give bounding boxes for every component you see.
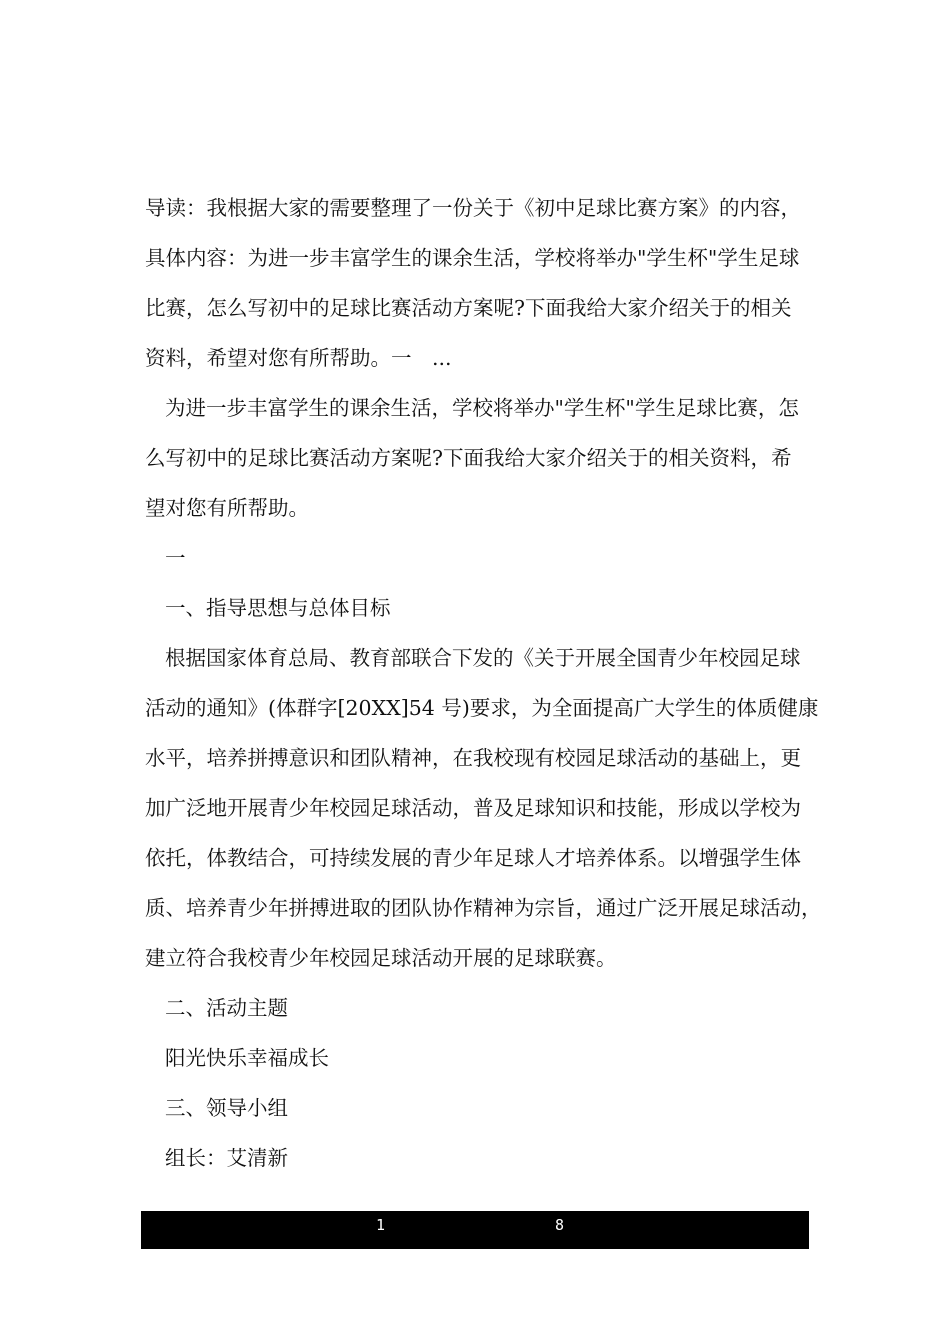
page-number: 1: [376, 1216, 386, 1234]
page-footer-bar: [141, 1211, 809, 1249]
heading-leadership-group: 三、领导小组: [165, 1096, 288, 1120]
paragraph-line: 根据国家体育总局、教育部联合下发的《关于开展全国青少年校园足球: [165, 646, 801, 670]
paragraph-line: 活动的通知》(体群字[20XX]54 号)要求，为全面提高广大学生的体质健康: [145, 696, 819, 720]
paragraph-line: 加广泛地开展青少年校园足球活动，普及足球知识和技能，形成以学校为: [145, 796, 801, 820]
paragraph-line: 建立符合我校青少年校园足球活动开展的足球联赛。: [145, 946, 617, 970]
heading-guiding-thought: 一、指导思想与总体目标: [165, 596, 391, 620]
activity-theme-text: 阳光快乐幸福成长: [165, 1046, 329, 1070]
intro-line-1: 导读：我根据大家的需要整理了一份关于《初中足球比赛方案》的内容，: [145, 196, 801, 220]
paragraph-line: 水平，培养拼搏意识和团队精神，在我校现有校园足球活动的基础上，更: [145, 746, 801, 770]
heading-activity-theme: 二、活动主题: [165, 996, 288, 1020]
section-marker: 一: [165, 546, 186, 570]
page-total: 8: [555, 1216, 565, 1234]
paragraph-line: 为进一步丰富学生的课余生活，学校将举办"学生杯"学生足球比赛，怎: [165, 396, 799, 420]
paragraph-line: 么写初中的足球比赛活动方案呢?下面我给大家介绍关于的相关资料，希: [145, 446, 792, 470]
group-leader-line: 组长：艾清新: [165, 1146, 288, 1170]
intro-line-2: 具体内容：为进一步丰富学生的课余生活，学校将举办"学生杯"学生足球: [145, 246, 800, 270]
paragraph-line: 质、培养青少年拼搏进取的团队协作精神为宗旨，通过广泛开展足球活动，: [145, 896, 822, 920]
intro-line-4: 资料，希望对您有所帮助。一 ...: [145, 346, 452, 370]
paragraph-line: 依托，体教结合，可持续发展的青少年足球人才培养体系。以增强学生体: [145, 846, 801, 870]
paragraph-line: 望对您有所帮助。: [145, 496, 309, 520]
intro-line-3: 比赛，怎么写初中的足球比赛活动方案呢?下面我给大家介绍关于的相关: [145, 296, 792, 320]
